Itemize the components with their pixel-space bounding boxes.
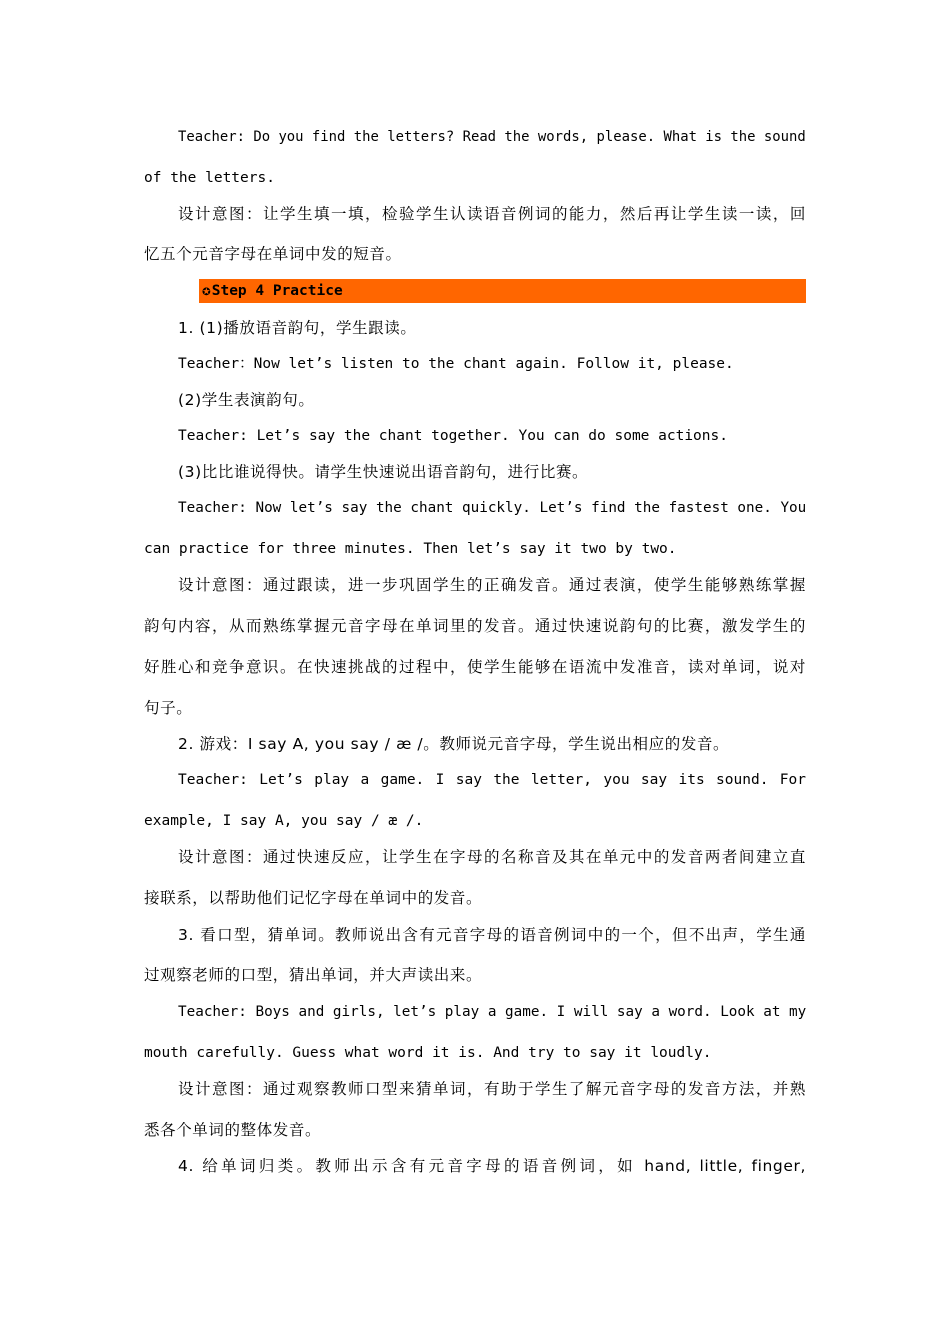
text-line: mouth carefully. Guess what word it is. And try to say it loudly. xyxy=(144,1045,712,1061)
text-line: 悉各个单词的整体发音。 xyxy=(144,1121,322,1139)
text-line: 2. 游戏：I say A, you say / æ /。教师说元音字母，学生说出相应的发音。 xyxy=(178,735,730,753)
section-banner-title xyxy=(202,281,343,301)
text-line: 设计意图：通过跟读，进一步巩固学生的正确发音。通过表演，使学生能够熟练掌握 xyxy=(178,576,806,594)
text-line: 句子。 xyxy=(144,699,193,717)
text-line: (3)比比谁说得快。请学生快速说出语音韵句，进行比赛。 xyxy=(178,463,589,481)
section-title: Step 4 Practice xyxy=(211,283,343,299)
text-line: Teacher: Boys and girls, let’s play a game. I will say a word. Look at my xyxy=(178,1004,807,1020)
text-line: Teacher：Now let’s listen to the chant again. Follow it, please. xyxy=(178,356,734,372)
text-line: Teacher: Now let’s say the chant quickly. Let’s find the fastest one. You xyxy=(178,500,807,516)
text-line: of the letters. xyxy=(144,170,275,186)
text-line: Teacher: Let’s play a game. I say the letter, you say its sound. For xyxy=(178,772,806,788)
text-line: Teacher: Let’s say the chant together. You can do some actions. xyxy=(178,428,728,444)
text-line: 忆五个元音字母在单词中发的短音。 xyxy=(144,245,402,263)
section-banner xyxy=(199,279,806,303)
text-line: 4. 给单词归类。教师出示含有元音字母的语音例词，如 hand, little, finger, xyxy=(178,1157,806,1175)
text-line: 设计意图：让学生填一填，检验学生认读语音例词的能力，然后再让学生读一读，回 xyxy=(178,205,806,223)
text-line: Teacher: Do you find the letters? Read the words, please. What is the sound xyxy=(178,129,806,145)
text-line: 设计意图：通过观察教师口型来猜单词，有助于学生了解元音字母的发音方法，并熟 xyxy=(178,1080,806,1098)
text-line: 好胜心和竞争意识。在快速挑战的过程中，使学生能够在语流中发准音，读对单词，说对 xyxy=(144,658,806,676)
text-line: 过观察老师的口型，猜出单词，并大声读出来。 xyxy=(144,966,483,984)
text-line: 韵句内容，从而熟练掌握元音字母在单词里的发音。通过快速说韵句的比赛，激发学生的 xyxy=(144,617,806,635)
text-line: can practice for three minutes. Then let’s say it two by two. xyxy=(144,541,677,557)
circled-plus-icon: ✪ xyxy=(202,283,211,299)
text-line: example, I say A, you say / æ /. xyxy=(144,813,424,829)
text-line: 设计意图：通过快速反应，让学生在字母的名称音及其在单元中的发音两者间建立直 xyxy=(178,848,806,866)
text-line: 3. 看口型，猜单词。教师说出含有元音字母的语音例词中的一个，但不出声，学生通 xyxy=(178,926,806,944)
text-line: (2)学生表演韵句。 xyxy=(178,391,315,409)
text-line: 1. (1)播放语音韵句，学生跟读。 xyxy=(178,319,417,337)
text-line: 接联系，以帮助他们记忆字母在单词中的发音。 xyxy=(144,889,483,907)
